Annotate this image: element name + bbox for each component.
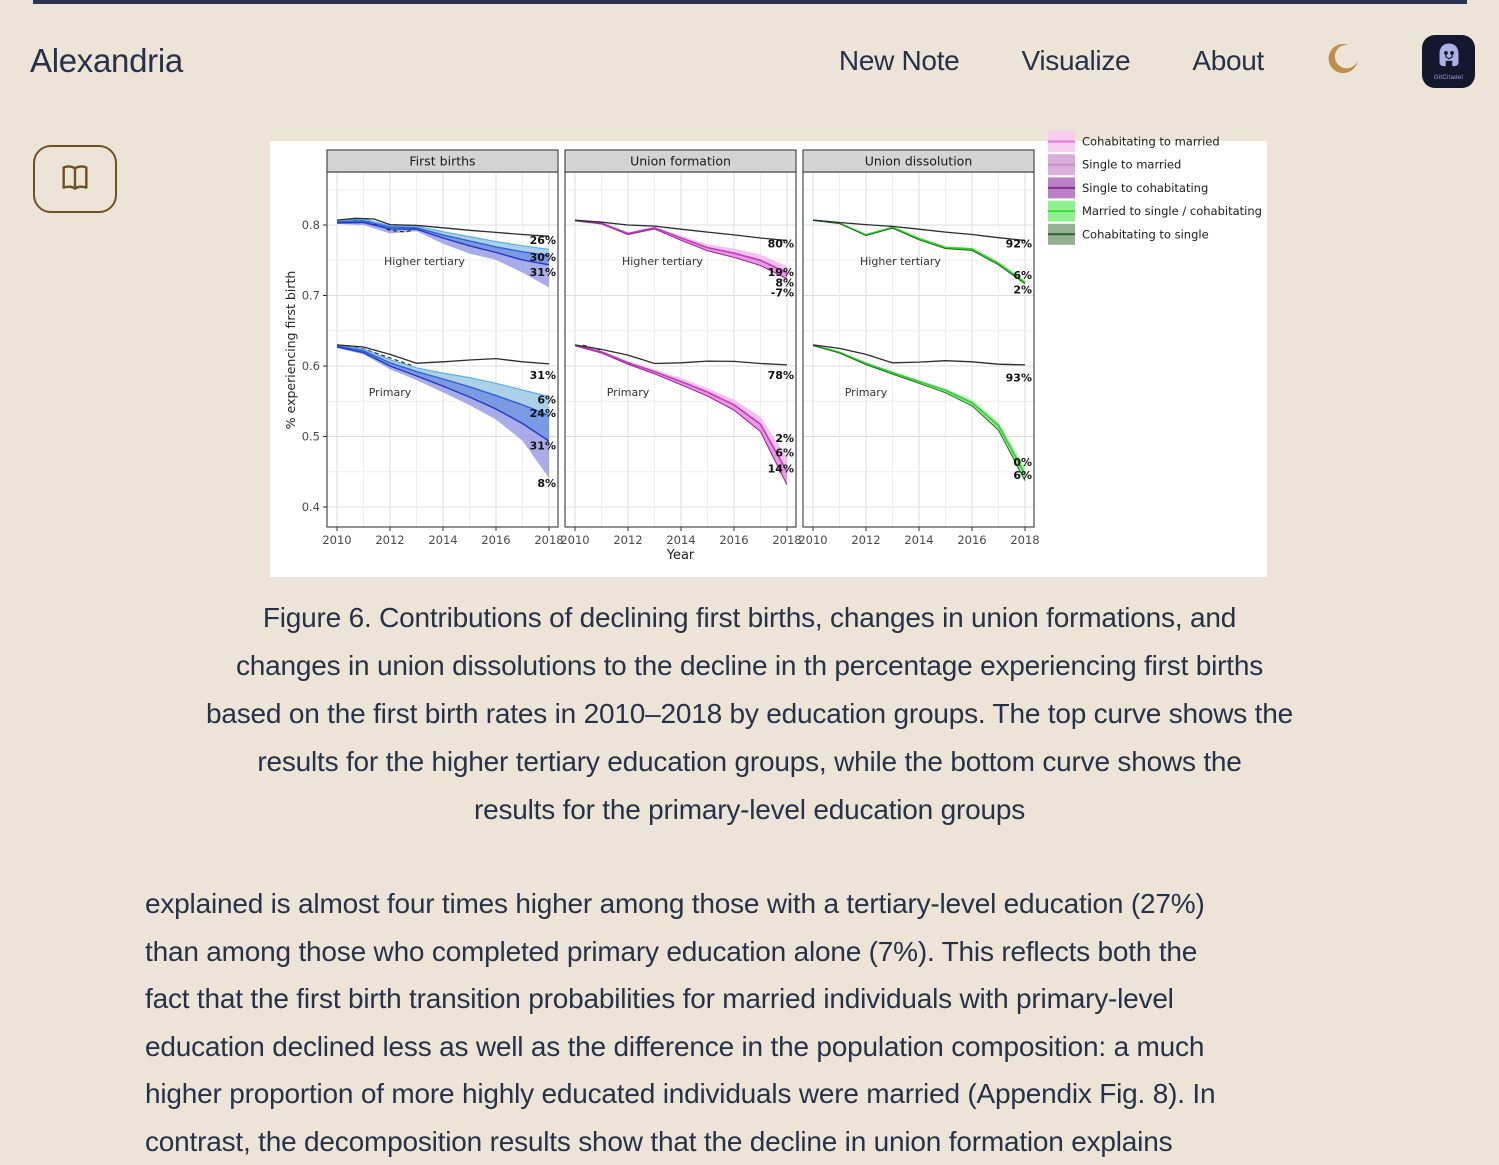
- svg-text:19%: 19%: [768, 266, 794, 279]
- svg-text:2012: 2012: [851, 533, 880, 547]
- svg-text:2018: 2018: [772, 533, 801, 547]
- svg-text:6%: 6%: [1013, 469, 1032, 482]
- svg-text:Higher tertiary: Higher tertiary: [622, 255, 703, 268]
- svg-text:2016: 2016: [481, 533, 510, 547]
- svg-text:31%: 31%: [530, 369, 556, 382]
- svg-text:Higher tertiary: Higher tertiary: [384, 255, 465, 268]
- svg-text:2016: 2016: [957, 533, 986, 547]
- article-paragraph: [145, 880, 1407, 1165]
- svg-text:8%: 8%: [537, 477, 556, 490]
- paragraph-line: education declined less as well as the difference in the population composition: a much: [145, 1023, 1407, 1071]
- svg-text:Primary: Primary: [607, 386, 650, 399]
- svg-text:2010: 2010: [798, 533, 827, 547]
- svg-text:2014: 2014: [904, 533, 933, 547]
- svg-text:24%: 24%: [530, 407, 556, 420]
- svg-text:2014: 2014: [666, 533, 695, 547]
- paragraph-line: than among those who completed primary education alone (7%). This reflects both the: [145, 928, 1407, 976]
- svg-text:Primary: Primary: [369, 386, 412, 399]
- svg-text:2%: 2%: [1013, 284, 1032, 297]
- nav-about[interactable]: About: [1192, 45, 1264, 77]
- brand-title: Alexandria: [30, 42, 183, 80]
- citadel-helmet-icon: [1434, 41, 1464, 74]
- svg-text:Single to married: Single to married: [1082, 158, 1181, 172]
- open-book-icon: [57, 161, 93, 198]
- paragraph-line: higher proportion of more highly educated individuals were married (Appendix Fig. 8). In: [145, 1070, 1407, 1118]
- svg-text:6%: 6%: [1013, 269, 1032, 282]
- figure-caption: [0, 594, 1499, 834]
- svg-text:Married to single / cohabitati: Married to single / cohabitating: [1082, 204, 1262, 218]
- paragraph-line-clipped: contrast, the decomposition results show that the decline in union formation explains: [145, 1118, 1407, 1165]
- logo-text: GitCitadel: [1434, 75, 1463, 81]
- svg-text:Year: Year: [666, 548, 695, 563]
- paragraph-line: explained is almost four times higher among those with a tertiary-level education (27%): [145, 880, 1407, 928]
- svg-text:0.6: 0.6: [302, 359, 320, 373]
- svg-text:6%: 6%: [537, 393, 556, 406]
- svg-text:% experiencing first birth: % experiencing first birth: [283, 271, 298, 430]
- caption-line: changes in union dissolutions to the decline in th percentage experiencing first births: [0, 642, 1499, 690]
- paragraph-line: fact that the first birth transition probabilities for married individuals with primary-level: [145, 975, 1407, 1023]
- svg-text:Higher tertiary: Higher tertiary: [860, 255, 941, 268]
- svg-text:80%: 80%: [768, 237, 794, 250]
- logo-gitcitadel[interactable]: [1422, 35, 1475, 88]
- caption-line: results for the primary-level education groups: [0, 786, 1499, 834]
- svg-text:2016: 2016: [719, 533, 748, 547]
- svg-text:2018: 2018: [1010, 533, 1039, 547]
- svg-text:31%: 31%: [530, 440, 556, 453]
- svg-text:Primary: Primary: [845, 386, 888, 399]
- svg-text:0.8: 0.8: [302, 218, 320, 232]
- decomposition-chart: [270, 141, 1267, 577]
- svg-text:-7%: -7%: [771, 286, 794, 299]
- caption-line: Figure 6. Contributions of declining first births, changes in union formations, and: [0, 594, 1499, 642]
- svg-text:30%: 30%: [530, 251, 556, 264]
- svg-text:0.7: 0.7: [302, 289, 320, 303]
- nav-visualize[interactable]: Visualize: [1021, 45, 1130, 77]
- svg-text:Cohabitating to married: Cohabitating to married: [1082, 135, 1220, 149]
- svg-text:93%: 93%: [1006, 371, 1032, 384]
- svg-text:2014: 2014: [428, 533, 457, 547]
- svg-text:2010: 2010: [322, 533, 351, 547]
- svg-text:Cohabitating to single: Cohabitating to single: [1082, 227, 1209, 241]
- moon-icon: [1326, 43, 1360, 80]
- svg-text:31%: 31%: [530, 266, 556, 279]
- svg-text:8%: 8%: [775, 276, 794, 289]
- theme-toggle-button[interactable]: [1326, 43, 1360, 80]
- svg-text:14%: 14%: [768, 463, 794, 476]
- figure-image: [270, 141, 1267, 577]
- svg-text:2018: 2018: [534, 533, 563, 547]
- svg-text:78%: 78%: [768, 369, 794, 382]
- svg-text:Union formation: Union formation: [630, 154, 731, 169]
- top-divider: [33, 0, 1467, 4]
- svg-text:Single to cohabitating: Single to cohabitating: [1082, 181, 1208, 195]
- nav-new-note[interactable]: New Note: [839, 45, 960, 77]
- svg-text:26%: 26%: [530, 234, 556, 247]
- svg-text:92%: 92%: [1006, 237, 1032, 250]
- svg-text:2012: 2012: [375, 533, 404, 547]
- svg-text:6%: 6%: [775, 447, 794, 460]
- svg-text:0.4: 0.4: [302, 500, 320, 514]
- main-nav: [839, 30, 1475, 92]
- svg-text:Union dissolution: Union dissolution: [865, 154, 973, 169]
- svg-text:2%: 2%: [775, 432, 794, 445]
- reader-mode-button[interactable]: [33, 145, 117, 213]
- svg-text:0%: 0%: [1013, 456, 1032, 469]
- svg-text:2012: 2012: [613, 533, 642, 547]
- svg-text:0.5: 0.5: [302, 430, 320, 444]
- svg-text:2010: 2010: [560, 533, 589, 547]
- caption-line: results for the higher tertiary education groups, while the bottom curve shows the: [0, 738, 1499, 786]
- svg-text:First births: First births: [409, 154, 475, 169]
- caption-line: based on the first birth rates in 2010–2018 by education groups. The top curve shows the: [0, 690, 1499, 738]
